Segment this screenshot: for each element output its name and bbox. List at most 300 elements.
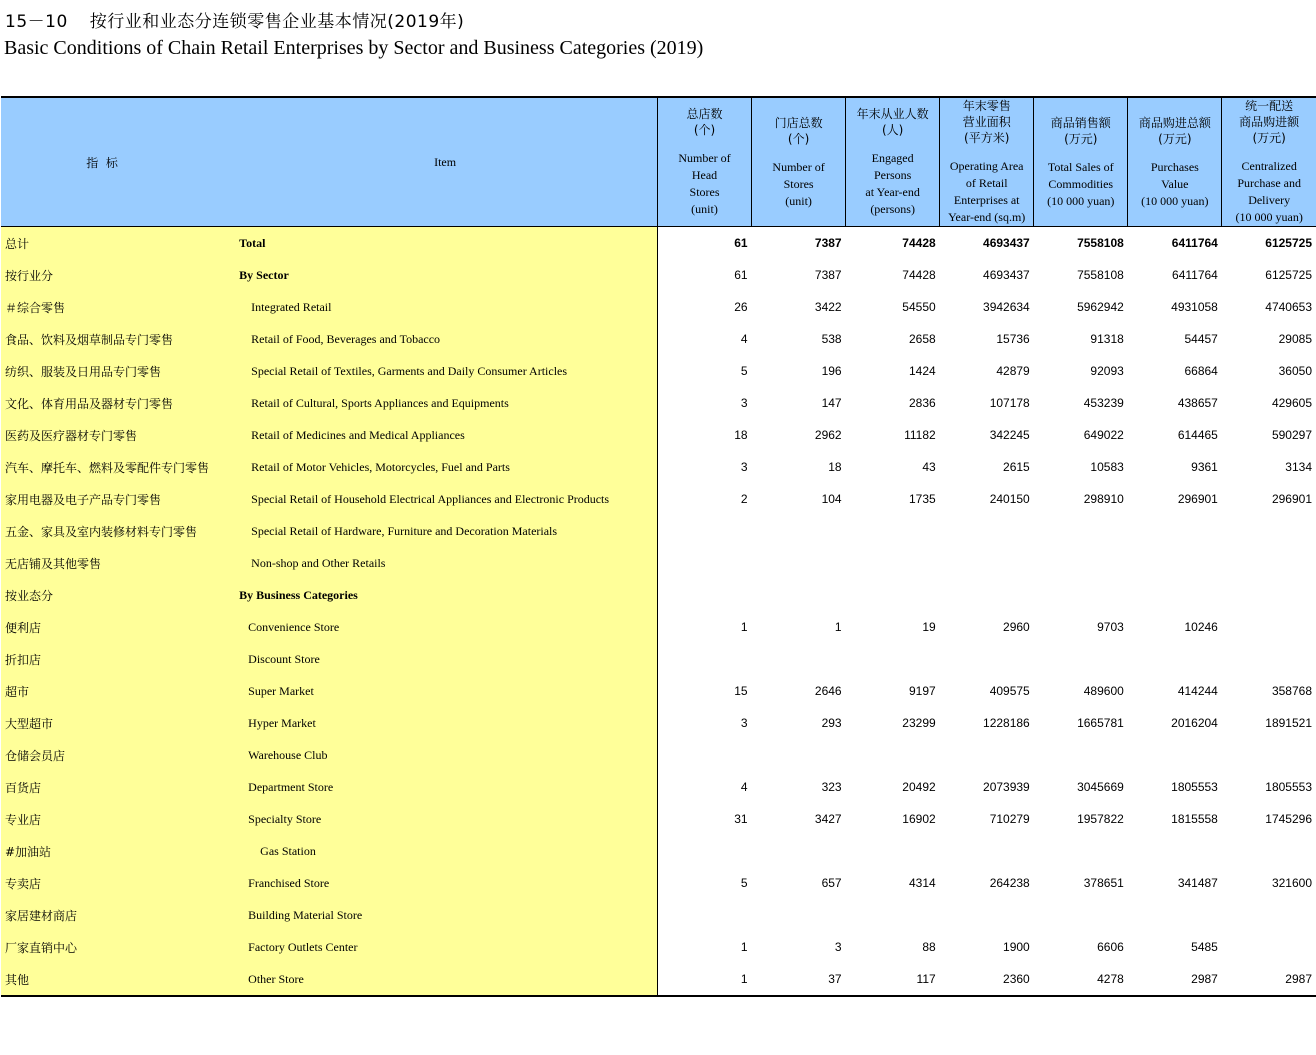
column-header-en-line: (unit) bbox=[691, 202, 718, 216]
row-value: 92093 bbox=[1090, 364, 1124, 378]
row-label-en: Factory Outlets Center bbox=[233, 931, 657, 963]
row-value: 2987 bbox=[1128, 963, 1222, 996]
row-label-en: Franchised Store bbox=[233, 867, 657, 899]
header-item-en-label: Item bbox=[434, 154, 457, 169]
row-value bbox=[846, 515, 940, 547]
row-label-en: Hyper Market bbox=[233, 707, 657, 739]
row-value: 489600 bbox=[1083, 684, 1124, 698]
row-value bbox=[1034, 643, 1128, 675]
row-value: 54550 bbox=[902, 300, 936, 314]
table-row bbox=[1, 643, 1316, 675]
row-value bbox=[1222, 931, 1316, 963]
header-item-en bbox=[233, 97, 657, 227]
column-header-cn-line: 统一配送 bbox=[1245, 99, 1294, 113]
row-value bbox=[752, 515, 846, 547]
table-row bbox=[1, 291, 1316, 323]
row-label-en: Super Market bbox=[233, 675, 657, 707]
row-value: 107178 bbox=[989, 396, 1030, 410]
row-value: 3 bbox=[834, 940, 842, 954]
column-header-cn-line: 商品购进总额 bbox=[1138, 115, 1211, 130]
column-header-2 bbox=[752, 97, 846, 227]
table-row bbox=[1, 931, 1316, 963]
row-value: 2 bbox=[740, 492, 748, 506]
row-value: 3 bbox=[740, 396, 748, 410]
row-value: 66864 bbox=[1184, 364, 1218, 378]
row-label-cn: 折扣店 bbox=[1, 643, 233, 675]
row-label-en: Specialty Store bbox=[233, 803, 657, 835]
row-value: 5 bbox=[740, 364, 748, 378]
column-header-en-line: Enterprises at bbox=[953, 193, 1020, 207]
row-label-cn: #加油站 bbox=[1, 835, 233, 867]
row-value bbox=[846, 547, 940, 579]
row-label-cn: 百货店 bbox=[1, 771, 233, 803]
row-value: 1 bbox=[740, 940, 748, 954]
row-value: 1957822 bbox=[1077, 812, 1124, 826]
row-value: 298910 bbox=[1083, 492, 1124, 506]
row-label-en: Total bbox=[233, 227, 657, 260]
column-header-en-line: Value bbox=[1161, 176, 1189, 191]
row-value: 2658 bbox=[908, 332, 936, 346]
row-label-en: Other Store bbox=[233, 963, 657, 996]
row-value: 409575 bbox=[989, 684, 1030, 698]
row-value: 3942634 bbox=[983, 300, 1030, 314]
row-value: 74428 bbox=[902, 268, 936, 282]
table-number: 15－10 bbox=[5, 12, 68, 32]
row-value: 36050 bbox=[1278, 364, 1312, 378]
row-value bbox=[940, 547, 1034, 579]
column-header-cn-line: (平方米) bbox=[964, 131, 1010, 145]
row-value: 4 bbox=[740, 332, 748, 346]
row-label-cn: 家居建材商店 bbox=[1, 899, 233, 931]
row-value bbox=[1034, 579, 1128, 611]
row-label-cn: 按行业分 bbox=[1, 259, 233, 291]
column-header-cn bbox=[846, 106, 939, 138]
row-value bbox=[752, 739, 846, 771]
row-label-en: Special Retail of Textiles, Garments and Daily Consumer Articles bbox=[233, 355, 657, 387]
row-value: 9703 bbox=[1097, 620, 1124, 634]
row-value bbox=[657, 835, 751, 867]
column-header-cn-line: (个) bbox=[787, 131, 810, 146]
table-row bbox=[1, 515, 1316, 547]
row-value: 15736 bbox=[996, 332, 1030, 346]
column-header-7 bbox=[1222, 97, 1316, 227]
row-value bbox=[1128, 579, 1222, 611]
row-value: 1228186 bbox=[983, 716, 1030, 730]
column-header-en-line: Delivery bbox=[1248, 193, 1291, 207]
row-value: 378651 bbox=[1083, 876, 1124, 890]
row-value bbox=[846, 739, 940, 771]
row-label-cn: 便利店 bbox=[1, 611, 233, 643]
row-label-en: Discount Store bbox=[233, 643, 657, 675]
row-value bbox=[1034, 515, 1128, 547]
row-value: 6411764 bbox=[1172, 268, 1218, 282]
column-header-cn-line: 商品购进额 bbox=[1239, 115, 1300, 129]
row-label-en: By Sector bbox=[233, 259, 657, 291]
row-value: 6606 bbox=[1097, 940, 1124, 954]
row-value: 358768 bbox=[1271, 684, 1312, 698]
column-header-cn-line: 商品销售额 bbox=[1050, 115, 1111, 130]
row-value: 29085 bbox=[1278, 332, 1312, 346]
row-value: 429605 bbox=[1271, 396, 1312, 410]
column-header-en-line: (10 000 yuan) bbox=[1047, 193, 1115, 208]
row-label-cn: 文化、体育用品及器材专门零售 bbox=[1, 387, 233, 419]
row-value bbox=[1034, 835, 1128, 867]
row-value: 26 bbox=[734, 300, 748, 314]
column-header-en-line: (10 000 yuan) bbox=[1141, 193, 1209, 208]
row-value: 88 bbox=[922, 940, 936, 954]
row-label-cn: 厂家直销中心 bbox=[1, 931, 233, 963]
row-label-cn: 仓储会员店 bbox=[1, 739, 233, 771]
column-header-en-line: Stores bbox=[689, 185, 720, 199]
table-row bbox=[1, 739, 1316, 771]
row-value: 4931058 bbox=[1171, 300, 1218, 314]
row-value bbox=[1222, 899, 1316, 931]
row-value: 296901 bbox=[1177, 492, 1218, 506]
table-row bbox=[1, 707, 1316, 739]
column-header-cn-line: 年末零售 bbox=[962, 99, 1011, 113]
row-value: 18 bbox=[734, 428, 748, 442]
row-label-cn: 按业态分 bbox=[1, 579, 233, 611]
row-value bbox=[940, 515, 1034, 547]
row-value bbox=[752, 835, 846, 867]
column-header-en bbox=[1128, 159, 1221, 210]
row-value: 323 bbox=[821, 780, 842, 794]
table-row bbox=[1, 323, 1316, 355]
column-header-en-line: Commodities bbox=[1048, 176, 1114, 191]
row-label-en: Retail of Motor Vehicles, Motorcycles, Fuel and Parts bbox=[233, 451, 657, 483]
column-header-cn-line: (万元) bbox=[1064, 131, 1098, 146]
row-label-cn: 总计 bbox=[1, 227, 233, 260]
row-value: 147 bbox=[821, 396, 842, 410]
row-value: 10583 bbox=[1090, 460, 1124, 474]
column-header-cn bbox=[1034, 115, 1127, 147]
row-value: 453239 bbox=[1083, 396, 1124, 410]
row-value bbox=[657, 899, 751, 931]
row-value bbox=[1222, 739, 1316, 771]
row-value: 42879 bbox=[996, 364, 1030, 378]
row-label-en: Department Store bbox=[233, 771, 657, 803]
row-value bbox=[846, 899, 940, 931]
row-value: 7558108 bbox=[1077, 236, 1124, 250]
column-header-en-line: Number of bbox=[772, 159, 825, 174]
row-value: 1665781 bbox=[1077, 716, 1124, 730]
table-row bbox=[1, 579, 1316, 611]
row-value: 1424 bbox=[908, 364, 936, 378]
row-label-cn: 超市 bbox=[1, 675, 233, 707]
column-header-en-line: Purchase and bbox=[1237, 176, 1301, 190]
table-row bbox=[1, 675, 1316, 707]
row-value: 1 bbox=[740, 620, 748, 634]
row-value: 264238 bbox=[989, 876, 1030, 890]
column-header-cn bbox=[752, 115, 845, 147]
row-value: 7387 bbox=[814, 268, 842, 282]
row-value: 2962 bbox=[814, 428, 842, 442]
row-value bbox=[752, 899, 846, 931]
column-header-cn bbox=[658, 106, 751, 138]
row-value: 4278 bbox=[1034, 963, 1128, 996]
column-header-cn-line: 总店数 bbox=[686, 107, 723, 121]
table-row bbox=[1, 803, 1316, 835]
column-header-en-line: Number of bbox=[678, 151, 731, 165]
row-value: 61 bbox=[734, 268, 748, 282]
row-label-en: Convenience Store bbox=[233, 611, 657, 643]
row-value bbox=[1128, 515, 1222, 547]
row-value: 341487 bbox=[1177, 876, 1218, 890]
header-item-cn-label: 指 标 bbox=[86, 155, 118, 170]
row-value bbox=[657, 547, 751, 579]
column-header-en-line: Engaged bbox=[871, 151, 914, 165]
row-label-cn: ＃综合零售 bbox=[1, 291, 233, 323]
row-value: 117 bbox=[846, 963, 940, 996]
row-value bbox=[1222, 643, 1316, 675]
column-header-en bbox=[658, 150, 751, 218]
column-header-cn-line: (人) bbox=[881, 123, 904, 137]
column-header-en-line: Operating Area bbox=[949, 159, 1024, 173]
row-label-cn: 专卖店 bbox=[1, 867, 233, 899]
row-value: 4740653 bbox=[1265, 300, 1312, 314]
row-value: 538 bbox=[821, 332, 842, 346]
column-header-en bbox=[1222, 158, 1316, 226]
row-value: 196 bbox=[821, 364, 842, 378]
row-value: 37 bbox=[752, 963, 846, 996]
row-value: 321600 bbox=[1271, 876, 1312, 890]
row-value: 4 bbox=[740, 780, 748, 794]
column-header-en-line: Total Sales of bbox=[1047, 159, 1114, 174]
row-value: 2360 bbox=[940, 963, 1034, 996]
row-value: 91318 bbox=[1090, 332, 1124, 346]
row-label-cn: 其他 bbox=[1, 963, 233, 996]
row-value: 2615 bbox=[1003, 460, 1030, 474]
row-label-cn: 食品、饮料及烟草制品专门零售 bbox=[1, 323, 233, 355]
table-row bbox=[1, 835, 1316, 867]
row-value bbox=[940, 899, 1034, 931]
row-value bbox=[1222, 835, 1316, 867]
row-value: 1735 bbox=[908, 492, 936, 506]
row-value: 6125725 bbox=[1265, 268, 1312, 282]
column-header-cn-line: (个) bbox=[693, 123, 716, 137]
table-row bbox=[1, 419, 1316, 451]
row-label-en: By Business Categories bbox=[233, 579, 657, 611]
row-value: 2646 bbox=[814, 684, 842, 698]
column-header-cn-line: 年末从业人数 bbox=[856, 107, 929, 121]
column-header-cn-line: (万元) bbox=[1158, 131, 1192, 146]
column-header-cn bbox=[940, 98, 1033, 146]
header-item-cn bbox=[1, 97, 233, 227]
row-label-cn: 专业店 bbox=[1, 803, 233, 835]
row-value: 710279 bbox=[989, 812, 1030, 826]
row-label-cn: 五金、家具及室内装修材料专门零售 bbox=[1, 515, 233, 547]
row-value: 3422 bbox=[814, 300, 842, 314]
row-value bbox=[1034, 739, 1128, 771]
row-value: 1805553 bbox=[1171, 780, 1218, 794]
row-value bbox=[940, 739, 1034, 771]
row-value bbox=[1222, 515, 1316, 547]
row-value: 414244 bbox=[1177, 684, 1218, 698]
row-value bbox=[752, 643, 846, 675]
column-header-4 bbox=[940, 97, 1034, 227]
row-value bbox=[1128, 739, 1222, 771]
row-value: 19 bbox=[922, 620, 936, 634]
row-value: 43 bbox=[922, 460, 936, 474]
row-value: 5485 bbox=[1191, 940, 1218, 954]
column-header-1 bbox=[657, 97, 751, 227]
column-header-en bbox=[1034, 159, 1127, 210]
table-row bbox=[1, 355, 1316, 387]
row-value: 1900 bbox=[1003, 940, 1030, 954]
column-header-en-line: Stores bbox=[783, 176, 814, 191]
row-value: 104 bbox=[821, 492, 842, 506]
row-value: 2987 bbox=[1222, 963, 1316, 996]
row-label-en: Special Retail of Household Electrical Appliances and Electronic Products bbox=[233, 483, 657, 515]
row-value: 15 bbox=[734, 684, 748, 698]
row-value: 5962942 bbox=[1077, 300, 1124, 314]
row-label-en: Non-shop and Other Retails bbox=[233, 547, 657, 579]
row-value: 438657 bbox=[1177, 396, 1218, 410]
table-row bbox=[1, 771, 1316, 803]
row-value: 3 bbox=[740, 460, 748, 474]
row-value: 2960 bbox=[1003, 620, 1030, 634]
row-value: 9197 bbox=[908, 684, 936, 698]
row-value: 1805553 bbox=[1265, 780, 1312, 794]
column-header-cn-line: 门店总数 bbox=[774, 115, 823, 130]
row-value bbox=[940, 835, 1034, 867]
row-value: 18 bbox=[828, 460, 842, 474]
row-label-cn: 纺织、服装及日用品专门零售 bbox=[1, 355, 233, 387]
row-value bbox=[1222, 547, 1316, 579]
row-value bbox=[940, 579, 1034, 611]
row-label-en: Retail of Food, Beverages and Tobacco bbox=[233, 323, 657, 355]
row-value: 2836 bbox=[908, 396, 936, 410]
row-value: 11182 bbox=[904, 428, 936, 442]
table-body bbox=[1, 227, 1316, 997]
row-value: 23299 bbox=[902, 716, 936, 730]
column-header-en-line: Head bbox=[691, 168, 718, 182]
row-label-cn: 大型超市 bbox=[1, 707, 233, 739]
row-value: 293 bbox=[821, 716, 842, 730]
table-row bbox=[1, 547, 1316, 579]
table-row bbox=[1, 963, 1316, 996]
row-label-cn: 汽车、摩托车、燃料及零配件专门零售 bbox=[1, 451, 233, 483]
row-value: 3045669 bbox=[1077, 780, 1124, 794]
row-label-cn: 家用电器及电子产品专门零售 bbox=[1, 483, 233, 515]
row-value: 10246 bbox=[1184, 620, 1218, 634]
row-value: 342245 bbox=[989, 428, 1030, 442]
column-header-en bbox=[752, 159, 845, 210]
row-value: 3427 bbox=[814, 812, 842, 826]
row-value: 1815558 bbox=[1171, 812, 1218, 826]
row-label-cn: 医药及医疗器材专门零售 bbox=[1, 419, 233, 451]
row-value bbox=[752, 547, 846, 579]
row-label-en: Retail of Medicines and Medical Appliances bbox=[233, 419, 657, 451]
row-value: 4314 bbox=[908, 876, 936, 890]
row-label-en: Building Material Store bbox=[233, 899, 657, 931]
column-header-3 bbox=[846, 97, 940, 227]
data-table bbox=[1, 96, 1316, 997]
table-row bbox=[1, 611, 1316, 643]
row-value: 1745296 bbox=[1265, 812, 1312, 826]
row-value: 5 bbox=[740, 876, 748, 890]
column-header-en bbox=[940, 158, 1033, 226]
row-value: 4693437 bbox=[983, 268, 1030, 282]
row-value bbox=[846, 579, 940, 611]
row-value bbox=[752, 579, 846, 611]
row-value: 1891521 bbox=[1265, 716, 1312, 730]
table-row bbox=[1, 867, 1316, 899]
row-value: 7558108 bbox=[1077, 268, 1124, 282]
column-header-cn bbox=[1222, 98, 1316, 146]
row-value bbox=[1128, 899, 1222, 931]
row-value: 240150 bbox=[989, 492, 1030, 506]
row-value bbox=[940, 643, 1034, 675]
row-label-en: Gas Station bbox=[233, 835, 657, 867]
row-label-en: Warehouse Club bbox=[233, 739, 657, 771]
row-label-en: Retail of Cultural, Sports Appliances and Equipments bbox=[233, 387, 657, 419]
row-value bbox=[657, 579, 751, 611]
row-value: 4693437 bbox=[983, 236, 1030, 250]
column-header-en-line: Centralized bbox=[1241, 159, 1297, 173]
page-title-cn bbox=[5, 7, 464, 32]
column-header-6 bbox=[1128, 97, 1222, 227]
row-value bbox=[1128, 643, 1222, 675]
row-value: 590297 bbox=[1271, 428, 1312, 442]
column-header-5 bbox=[1034, 97, 1128, 227]
column-header-en-line: at Year-end bbox=[865, 185, 920, 199]
row-value: 657 bbox=[821, 876, 842, 890]
row-value: 6411764 bbox=[1171, 236, 1218, 250]
row-value bbox=[1222, 611, 1316, 643]
header-row bbox=[1, 97, 1316, 227]
row-value bbox=[1128, 547, 1222, 579]
column-header-en-line: Purchases bbox=[1150, 159, 1199, 174]
row-value: 3 bbox=[740, 716, 748, 730]
row-value bbox=[657, 643, 751, 675]
row-value: 2016204 bbox=[1171, 716, 1218, 730]
row-value: 61 bbox=[734, 236, 748, 250]
page-title-en: Basic Conditions of Chain Retail Enterprises by Sector and Business Categories (2019) bbox=[4, 37, 704, 59]
row-label-cn: 无店铺及其他零售 bbox=[1, 547, 233, 579]
row-value: 54457 bbox=[1184, 332, 1218, 346]
row-value: 1 bbox=[657, 963, 751, 996]
column-header-en-line: of Retail bbox=[965, 176, 1008, 190]
row-value: 6125725 bbox=[1265, 236, 1312, 250]
row-value: 74428 bbox=[902, 236, 936, 250]
row-value: 20492 bbox=[902, 780, 936, 794]
column-header-en-line: (persons) bbox=[870, 202, 915, 216]
table-row bbox=[1, 899, 1316, 931]
row-value: 31 bbox=[734, 812, 748, 826]
row-value bbox=[1222, 579, 1316, 611]
row-value: 16902 bbox=[902, 812, 936, 826]
row-value: 9361 bbox=[1191, 460, 1218, 474]
table-row bbox=[1, 483, 1316, 515]
row-label-en: Special Retail of Hardware, Furniture and Decoration Materials bbox=[233, 515, 657, 547]
row-value bbox=[657, 739, 751, 771]
row-value bbox=[1128, 835, 1222, 867]
column-header-en-line: Persons bbox=[873, 168, 912, 182]
column-header-en-line: (unit) bbox=[785, 193, 812, 208]
table-row bbox=[1, 227, 1316, 260]
row-value: 296901 bbox=[1271, 492, 1312, 506]
column-header-en-line: (10 000 yuan) bbox=[1235, 210, 1303, 224]
column-header-en-line: Year-end (sq.m) bbox=[948, 210, 1026, 224]
row-value: 649022 bbox=[1083, 428, 1124, 442]
row-value bbox=[846, 835, 940, 867]
column-header-cn-line: (万元) bbox=[1252, 131, 1286, 145]
row-value: 2073939 bbox=[983, 780, 1030, 794]
column-header-cn-line: 营业面积 bbox=[962, 115, 1011, 129]
row-value bbox=[1034, 899, 1128, 931]
row-value bbox=[657, 515, 751, 547]
